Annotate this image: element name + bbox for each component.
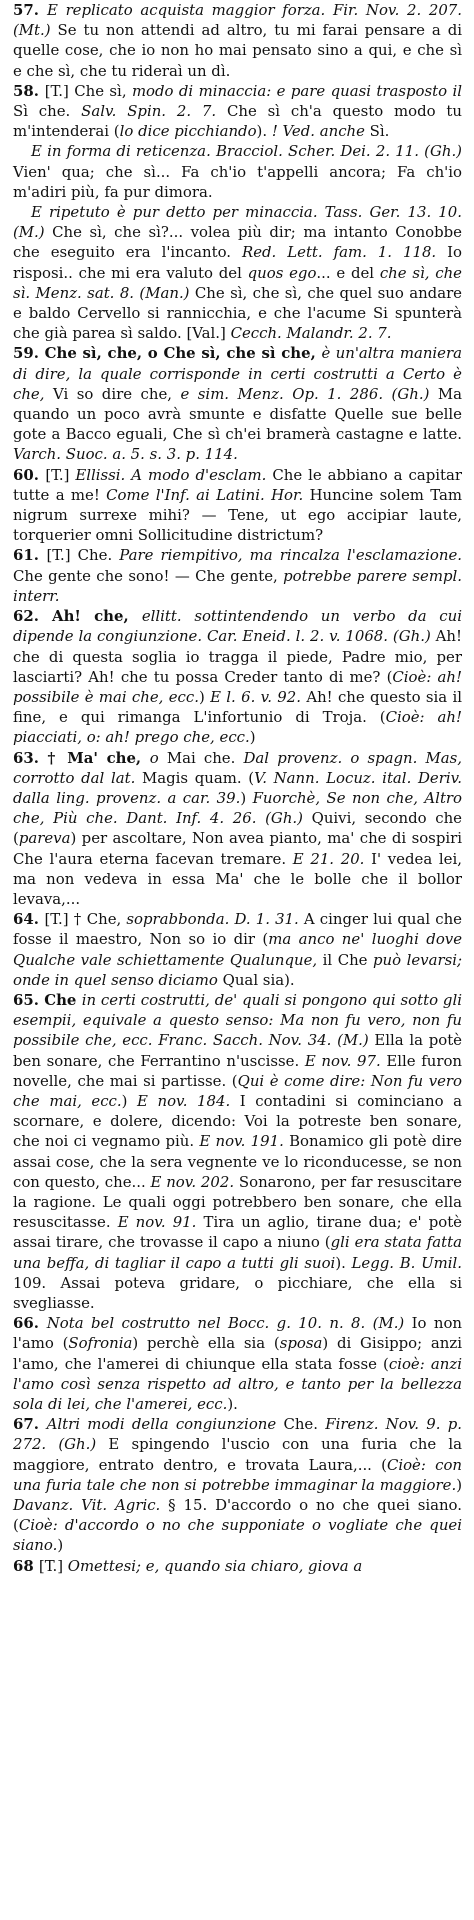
text-run: ). bbox=[335, 1253, 352, 1272]
text-run: ! Ved. anche bbox=[271, 122, 365, 141]
text-run: I contadini si cominciano a scornare, e dolere, dicendo: Voi la potreste ben sonare, che noi ci vegnamo più. bbox=[13, 1091, 462, 1151]
text-run: 64. bbox=[13, 910, 45, 929]
text-run: Mai che. bbox=[158, 748, 244, 767]
text-run: Tira un aglio, tirane dua; e' potè assai tirare, che trovasse il capo a niuno ( bbox=[13, 1213, 462, 1252]
text-run: Sofronia bbox=[68, 1334, 133, 1353]
text-run: [T.] bbox=[38, 1556, 68, 1575]
text-run: ). bbox=[227, 1395, 238, 1414]
text-run: ) bbox=[249, 728, 256, 747]
text-run: V. Nann. Locuz. ital. Deriv. dalla ling. provenz. a car. 39. bbox=[13, 768, 462, 807]
text-run: Che le abbiano a capitar tutte a me! bbox=[13, 465, 463, 504]
text-run: Varch. Suoc. a. 5. s. 3. p. 114. bbox=[13, 445, 238, 464]
entry-66 bbox=[13, 1313, 462, 1414]
text-run: è un'altra maniera di dire, la quale corrisponde in certi costrutti a Certo è che, bbox=[13, 344, 462, 403]
text-run: 62. Ah! che, bbox=[13, 607, 142, 626]
text-run: Che. bbox=[276, 1415, 326, 1434]
entry-67 bbox=[13, 1414, 462, 1555]
text-run: Cioè: ah! possibile è mai che, ecc. bbox=[13, 667, 463, 706]
entry-57 bbox=[13, 0, 462, 81]
text-run: Fuorchè, Se non che, Altro che, Più che. Dant. Inf. 4. 26. (Gh.) bbox=[13, 788, 463, 828]
text-run: Omettesi; e, quando sia chiaro, giova a bbox=[67, 1556, 363, 1575]
entry-61 bbox=[13, 545, 462, 606]
text-run: Sonarono, per far resuscitare la ragione. Le quali oggi potrebbero ben sonare, che ella resuscitasse. bbox=[13, 1172, 462, 1232]
text-run: Ah! che questo sia il fine, e qui rimanga L'infortunio di Troja. ( bbox=[13, 687, 462, 727]
text-run: Salv. Spin. 2. 7. bbox=[81, 102, 217, 121]
text-run: Cioè: ah! piacciati, o: ah! prego che, ecc. bbox=[13, 708, 462, 747]
text-run: ) bbox=[121, 1091, 138, 1110]
text-run: Legg. B. Umil. bbox=[351, 1253, 463, 1272]
text-run: Magis quam. ( bbox=[135, 768, 255, 787]
entry-58 bbox=[13, 81, 462, 142]
text-run: E replicato acquista maggior forza. Fir. Nov. 2. 207. (Mt.) bbox=[13, 1, 462, 40]
text-run: lo dice picchiando bbox=[119, 122, 257, 141]
text-run: gli era stata fatta una beffa, di tagliar il capo a tutti gli suoi bbox=[13, 1233, 462, 1272]
text-run: ) bbox=[57, 1536, 64, 1555]
text-run: Cioè: d'accordo o no che supponiate o vogliate che quei siano. bbox=[13, 1516, 462, 1555]
text-run: 66. bbox=[13, 1314, 47, 1333]
text-run: Red. Lett. fam. 1. 118. bbox=[241, 243, 437, 262]
text-run: Cecch. Malandr. 2. 7. bbox=[230, 324, 392, 343]
text-run: modo di minaccia: e pare quasi trasposto il bbox=[131, 81, 462, 100]
text-run: ma anco ne' luoghi dove Qualche vale schiettamente Qualunque, bbox=[13, 930, 463, 969]
text-run: può levarsi; onde in quel senso diciamo bbox=[13, 950, 462, 989]
text-run: I' vedea lei, ma non vedeva in essa Ma' che le bolle che il bollor levava,... bbox=[13, 849, 462, 908]
text-run: E spingendo l'uscio con una furia che la maggiore, entrato dentro, e trovata Laura,... ( bbox=[13, 1435, 462, 1474]
text-run: E ripetuto è pur detto per minaccia. Tass. Ger. 13. 10. (M.) bbox=[13, 203, 462, 242]
text-run: ). bbox=[256, 122, 272, 141]
text-run: Che sì, che sì, che quel suo andare e baldo Cervello si rannicchia, e che l'acume Si spunterà che già parea sì saldo. [Val.] bbox=[13, 283, 462, 343]
text-run: Vi so dire che, bbox=[44, 384, 181, 403]
text-run: E nov. 202. bbox=[150, 1172, 235, 1191]
entry-68 bbox=[13, 1556, 462, 1576]
entry-59 bbox=[13, 343, 462, 464]
text-run: 61. bbox=[13, 546, 47, 565]
text-run: in certi costrutti, de' quali si pongono qui sotto gli esempii, equivale a questo senso: Ma non fu vero, non fu possibile che, ecc. Franc. Sacch. Nov. 34. (M.) bbox=[13, 990, 462, 1050]
text-run: Io non l'amo ( bbox=[13, 1314, 462, 1353]
text-run: che sì, che sì. Menz. sat. 8. (Man.) bbox=[13, 263, 462, 302]
text-run: E nov. 97. bbox=[304, 1051, 381, 1070]
text-run: Huncine solem Tam nigrum surrexe mihi? — Tene, ut ego accipiar laute, torquerier omni Sollicitudine districtum? bbox=[13, 485, 462, 545]
text-run: Pare riempitivo, ma rincalza l'esclamazione. bbox=[119, 546, 462, 565]
text-run: Io risposi.. che mi era valuto del bbox=[13, 243, 462, 282]
entry-58-sub-reticenza bbox=[13, 141, 462, 202]
text-run: o bbox=[149, 748, 159, 767]
text-run: E in forma di reticenza. Bracciol. Scher. Dei. 2. 11. (Gh.) bbox=[31, 142, 462, 161]
text-run: [T.] Che. bbox=[46, 546, 120, 565]
text-run: E nov. 191. bbox=[199, 1132, 284, 1151]
text-run: Come l'Inf. ai Latini. Hor. bbox=[106, 485, 304, 504]
text-run: [T.] bbox=[45, 465, 76, 484]
text-run: Bonamico gli potè dire assai cose, che la sera vegnente ve lo riconducesse, se non con questo, che... bbox=[13, 1132, 462, 1191]
text-run: Altri modi della congiunzione bbox=[46, 1415, 277, 1434]
text-run: sposa bbox=[279, 1334, 323, 1353]
text-run: ) di Gisippo; anzi l'amo, che l'amerei di chiunque ella stata fosse ( bbox=[13, 1334, 462, 1373]
entry-62 bbox=[13, 606, 462, 747]
text-run: Ma quando un poco avrà smunte e disfatte Quelle sue belle gote a Bacco eguali, Che sì ch'ei bramerà castagne e latte. bbox=[13, 384, 463, 444]
entry-65 bbox=[13, 990, 462, 1313]
text-run: 58. bbox=[13, 81, 45, 100]
text-run: Cioè: con una furia tale che non si potrebbe immaginar la maggiore. bbox=[13, 1455, 462, 1494]
text-run: Firenz. Nov. 9. p. 272. (Gh.) bbox=[13, 1415, 463, 1454]
text-run: Che gente che sono! — Che gente, bbox=[13, 566, 284, 585]
entry-63 bbox=[13, 748, 462, 910]
text-run: Davanz. Vit. Agric. bbox=[13, 1496, 161, 1515]
text-run: Vien' qua; che sì... Fa ch'io t'appelli ancora; Fa ch'io m'adiri più, fa pur dimora. bbox=[13, 162, 462, 201]
text-run: ) bbox=[456, 1475, 462, 1494]
text-run: Sì. bbox=[364, 122, 390, 141]
text-run: ... e del bbox=[316, 263, 380, 282]
text-run: pareva bbox=[18, 829, 71, 848]
text-run: 63. † Ma' che, bbox=[13, 748, 150, 767]
entry-64 bbox=[13, 909, 462, 990]
text-run: quos ego bbox=[247, 263, 317, 282]
text-run: [T.] Che sì, bbox=[44, 81, 132, 100]
text-run: Qual sia). bbox=[217, 970, 295, 989]
entry-60 bbox=[13, 465, 462, 546]
text-run: E 21. 20. bbox=[292, 849, 365, 868]
text-run: Ella la potè ben sonare, che Ferrantino n'uscisse. bbox=[13, 1031, 462, 1070]
text-run: E nov. 184. bbox=[137, 1091, 231, 1110]
text-run: ) bbox=[198, 687, 211, 706]
text-run: Quivi, secondo che ( bbox=[13, 809, 462, 848]
text-run: ) per ascoltare, Non avea pianto, ma' che di sospiri Che l'aura eterna facevan tremare. bbox=[13, 829, 462, 868]
text-run: 67. bbox=[13, 1415, 47, 1434]
text-run: e sim. Menz. Op. 1. 286. (Gh.) bbox=[180, 384, 430, 403]
text-run: ellitt. sottintendendo un verbo da cui dipende la congiunzione. Car. Eneid. l. 2. v. 1068. (Gh.) bbox=[13, 607, 462, 646]
text-run: soprabbonda. D. 1. 31. bbox=[126, 910, 299, 929]
text-run: Qui è come dire: Non fu vero che mai, ecc. bbox=[13, 1071, 462, 1110]
text-run: 59. Che sì, che, o Che sì, che sì che, bbox=[13, 344, 322, 363]
text-run: Nota bel costrutto nel Bocc. g. 10. n. 8. (M.) bbox=[46, 1314, 405, 1333]
text-run: 60. bbox=[13, 465, 46, 484]
entry-58-sub-ripetuto bbox=[13, 202, 462, 343]
text-run: [T.] † Che, bbox=[44, 910, 127, 929]
text-run: Elle furon novelle, che mai si partisse. ( bbox=[13, 1051, 463, 1090]
text-run: Sì che. bbox=[13, 102, 82, 121]
text-run: 57. bbox=[13, 1, 48, 19]
text-run: il Che bbox=[317, 950, 373, 969]
text-run: potrebbe parere sempl. interr. bbox=[13, 566, 462, 605]
text-run: A cinger lui qual che fosse il maestro, Non so io dir ( bbox=[13, 910, 462, 949]
text-run: Ellissi. A modo d'esclam. bbox=[75, 465, 267, 484]
text-run: ) perchè ella sia ( bbox=[132, 1334, 280, 1353]
text-run: Che sì, che sì?... volea più dir; ma intanto Conobbe che eseguito era l'incanto. bbox=[13, 223, 462, 262]
text-run: Ah! che di questa soglia io tragga il piede, Padre mio, per lasciarti? Ah! che tu possa Creder tanto di me? ( bbox=[13, 627, 462, 686]
text-run: 109. Assai poteva gridare, o picchiare, che ella si svegliasse. bbox=[13, 1273, 462, 1312]
text-run: § 15. D'accordo o no che quei siano. ( bbox=[13, 1496, 462, 1535]
text-run: E nov. 91. bbox=[117, 1213, 197, 1232]
text-run: E l. 6. v. 92. bbox=[210, 687, 301, 706]
text-run: Che sì ch'a questo modo tu m'intenderai ( bbox=[13, 102, 463, 141]
text-run: ) bbox=[240, 788, 253, 807]
text-run: Dal provenz. o spagn. Mas, corrotto dal lat. bbox=[13, 748, 463, 787]
text-run: 65. Che bbox=[13, 990, 82, 1009]
text-run: 68 bbox=[13, 1556, 39, 1575]
text-run: cioè: anzi l'amo così senza rispetto ad altro, e tanto per la bellezza sola di lei, che l'amerei, ecc. bbox=[13, 1354, 462, 1414]
text-run: Se tu non attendi ad altro, tu mi farai pensare a di quelle cose, che io non ho mai pensato sino a qui, e che sì e che sì, che tu rideraì un dì. bbox=[13, 21, 462, 80]
